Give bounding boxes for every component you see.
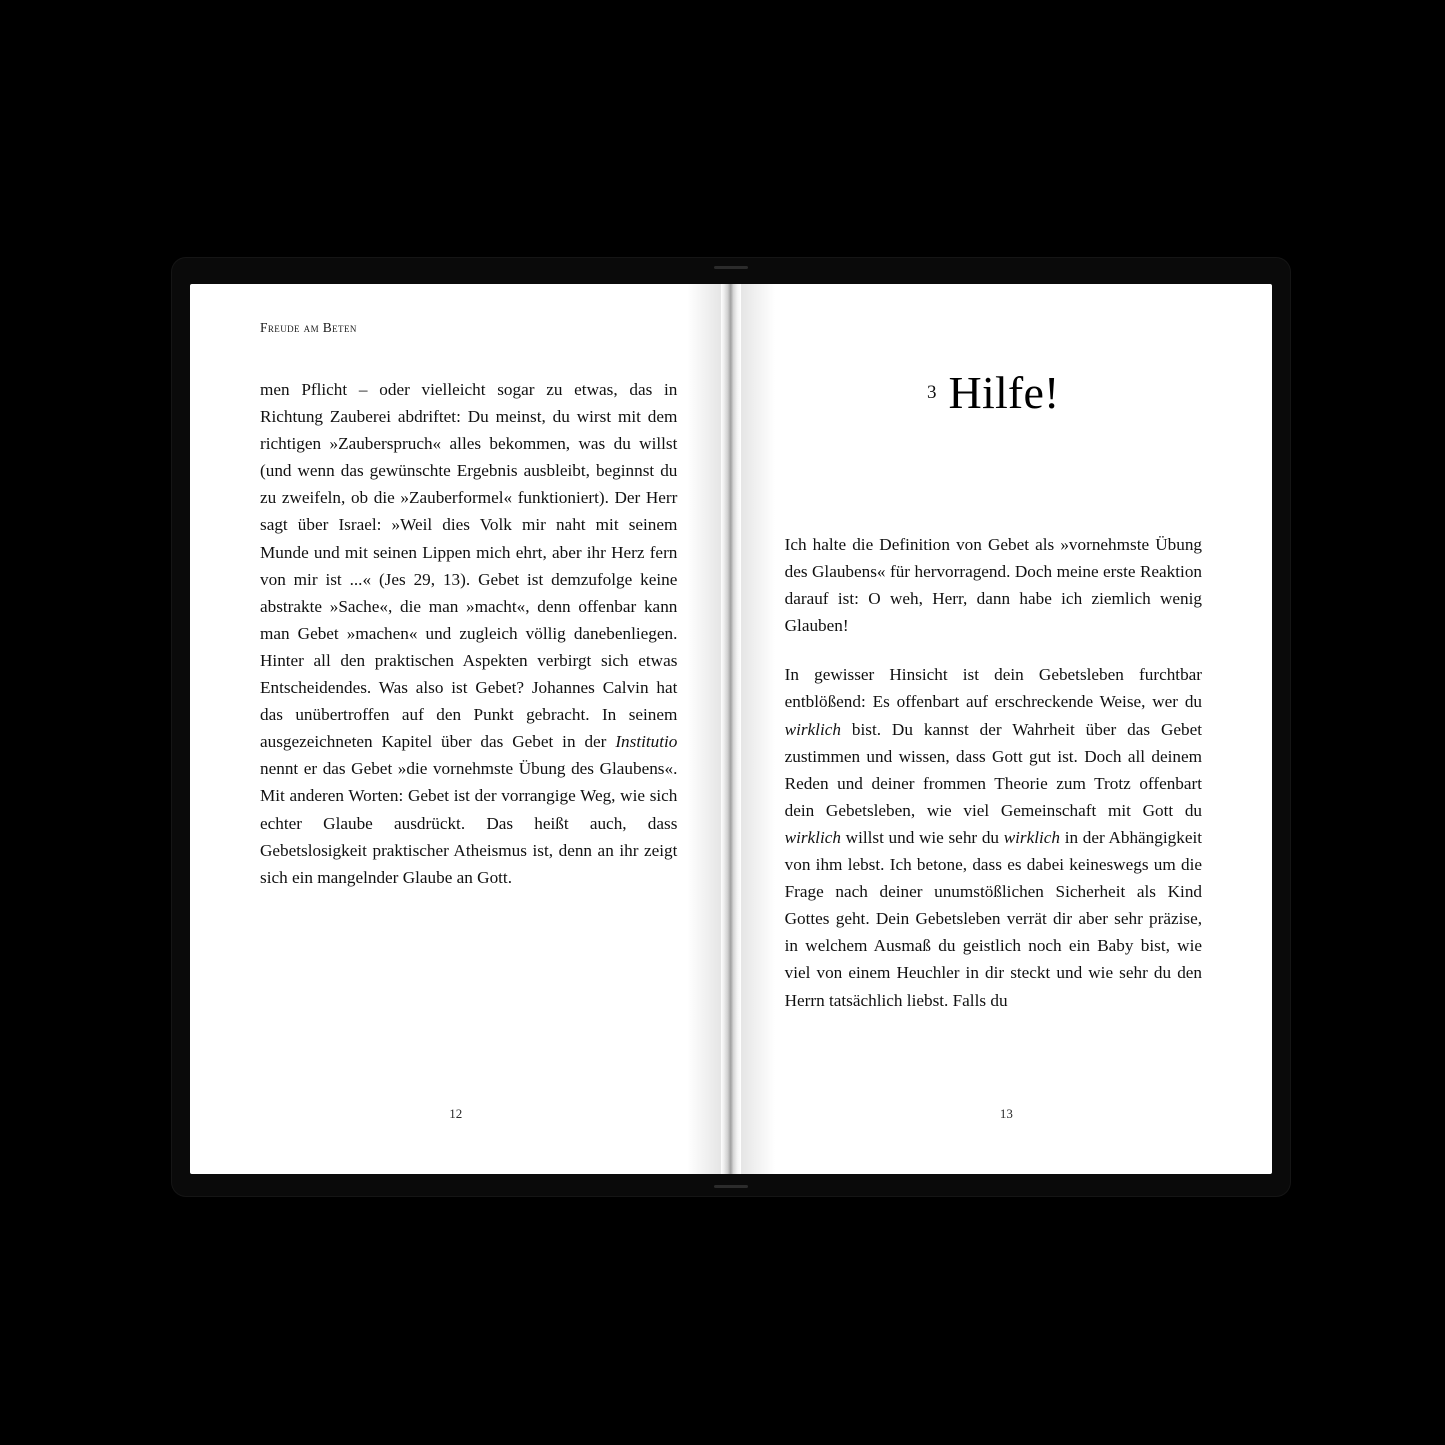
page-number-left: 12: [449, 1106, 463, 1121]
running-head: Freude am Beten: [260, 320, 357, 335]
chapter-heading: [785, 366, 1202, 419]
body-paragraph: Ich halte die Definition von Gebet als »vornehmste Übung des Glaubens« für hervorragend. Doch meine erste Reaktion darauf ist: O weh, Herr, dann habe ich ziemlich wenig Glauben!: [784, 535, 1203, 636]
book-spine-gutter: [721, 284, 740, 1174]
open-book: [172, 258, 1290, 1196]
body-paragraph: men Pflicht – oder vielleicht sogar zu etwas, das in Richtung Zauberei abdriftet: Du meinst, du wirst mit dem richtigen »Zauberspruch« alles bekommen, was du willst (und wenn das gewünschte Ergebnis ausbleibt, beginnst du zu zweifeln, ob die »Zauberformel« funktioniert). Der Herr sagt über Israel: »Weil dies Volk mir naht mit seinem Munde und mit seinen Lippen mich ehrt, aber ihr Herz fern von mir ist ...« (Jes 29, 13). Gebet ist demzufolge keine abstrakte »Sache«, die man »macht«, denn offenbar kann man Gebet »machen« und zugleich völlig danebenliegen. Hinter all den praktischen Aspekten verbirgt sich etwas Entscheidendes. Was also ist Gebet? Johannes Calvin hat das unübertroffen auf den Punkt gebracht. In seinem ausgezeichneten Kapitel über das Gebet in der Institutio nennt er das Gebet »die vornehmste Übung des Glaubens«. Mit anderen Worten: Gebet ist der vorrangige Weg, wie sich echter Glaube ausdrückt. Das heißt auch, dass Gebetslosigkeit praktischer Atheismus ist, denn an ihr zeigt sich ein mangelnder Glaube an Gott.: [260, 380, 678, 887]
body-paragraph: In gewisser Hinsicht ist dein Gebetsleben furchtbar entblößend: Es offenbart auf erschreckende Weise, wer du wirklich bist. Du kannst der Wahrheit über das Gebet zustimmen und wissen, dass Gott gut ist. Doch all deinem Reden und deiner frommen Theorie zum Trotz offenbart dein Gebetsleben, wie viel Gemeinschaft mit Gott du wirklich willst und wie sehr du wirklich in der Abhängigkeit von ihm lebst. Ich betone, dass es dabei keineswegs um die Frage nach deiner unumstößlichen Sicherheit als Kind Gottes geht. Dein Gebetsleben verrät dir aber sehr präzise, in welchem Ausmaß du geistlich noch ein Baby bist, wie viel von einem Heuchler in dir steckt und wie sehr du den Herrn tatsächlich liebst. Falls du: [784, 665, 1203, 1010]
page-number-right: 13: [999, 1106, 1013, 1121]
device-notch-top: [714, 266, 748, 269]
chapter-number: 3: [927, 382, 937, 403]
book-page-left: [190, 284, 721, 1174]
device-notch-bottom: [714, 1185, 748, 1188]
book-page-right: [741, 284, 1272, 1174]
chapter-spacer: [785, 419, 1202, 531]
chapter-title: Hilfe!: [948, 367, 1060, 418]
